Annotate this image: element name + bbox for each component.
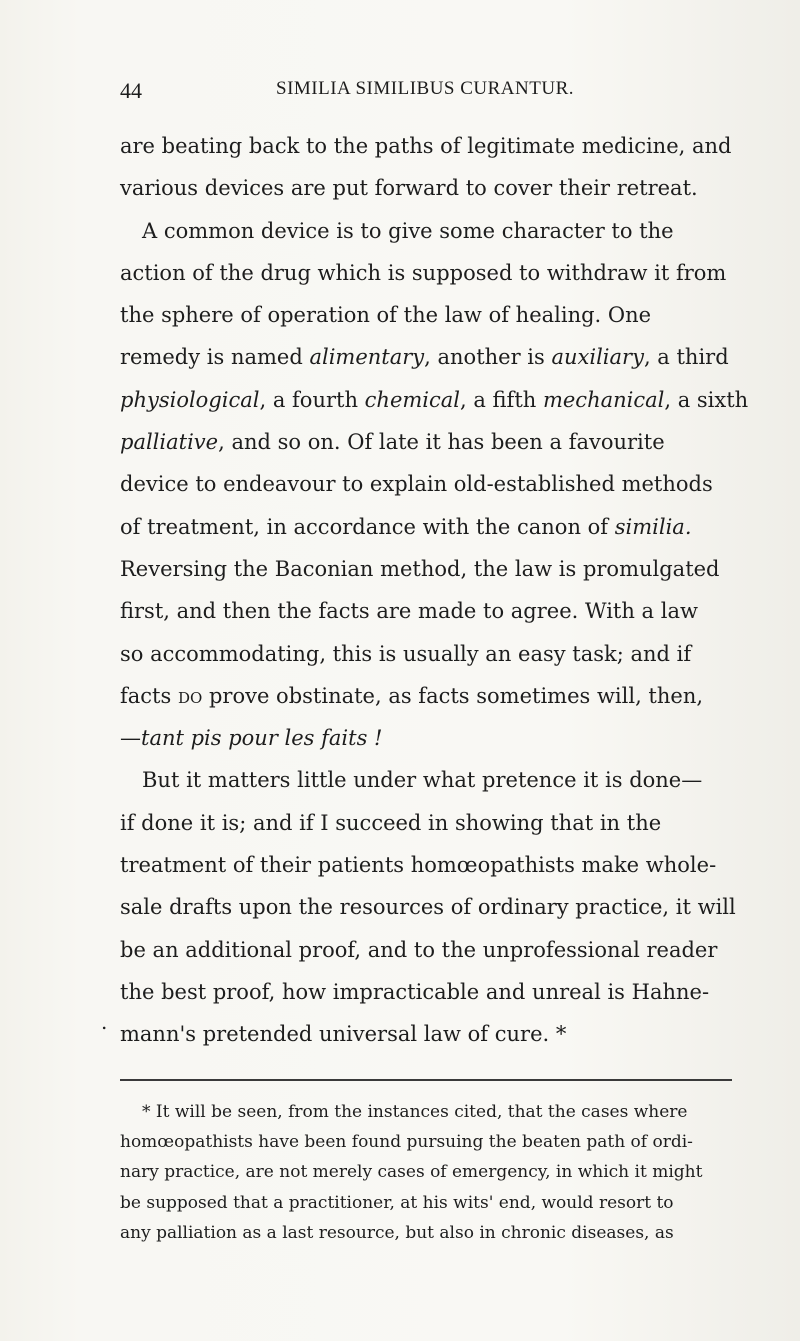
text-line: first, and then the facts are made to agree. With a law bbox=[120, 599, 698, 624]
text-segment: , a fifth bbox=[460, 387, 543, 412]
italic-term: auxiliary bbox=[551, 345, 644, 370]
italic-phrase: tant pis pour les faits ! bbox=[141, 726, 383, 751]
text-line: if done it is; and if I succeed in showing that in the bbox=[120, 810, 662, 835]
text-line bbox=[120, 717, 732, 759]
text-segment: of treatment, in accordance with the canon of bbox=[120, 514, 615, 539]
text-line: treatment of their patients homœopathists make whole- bbox=[120, 853, 717, 878]
footnote-line: * It will be seen, from the instances cited, that the cases where bbox=[142, 1102, 688, 1122]
text-line: action of the drug which is supposed to withdraw it from bbox=[120, 260, 727, 285]
text-line: sale drafts upon the resources of ordinary practice, it will bbox=[120, 895, 736, 920]
text-line bbox=[120, 336, 732, 378]
text-line: A common device is to give some character to the bbox=[142, 218, 674, 243]
text-line bbox=[120, 506, 732, 548]
text-line: are beating back to the paths of legitimate medicine, and bbox=[120, 134, 732, 158]
text-line bbox=[120, 421, 732, 463]
margin-mark: . bbox=[101, 1010, 108, 1034]
text-segment: , a fourth bbox=[259, 387, 365, 412]
text-line: device to endeavour to explain old-established methods bbox=[120, 472, 713, 497]
text-line: be an additional proof, and to the unprofessional reader bbox=[120, 937, 718, 962]
footnote-rule bbox=[120, 1079, 732, 1081]
text-segment: prove obstinate, as facts sometimes will, then, bbox=[202, 683, 704, 708]
italic-term: alimentary bbox=[309, 345, 425, 370]
text-line: But it matters little under what pretence it is done— bbox=[142, 768, 703, 793]
text-line bbox=[120, 379, 749, 421]
text-segment: remedy is named bbox=[120, 345, 310, 370]
italic-term: palliative bbox=[120, 430, 219, 455]
italic-term: mechanical bbox=[542, 387, 665, 412]
text-line: Reversing the Baconian method, the law is promulgated bbox=[120, 556, 720, 581]
footnote bbox=[120, 1097, 732, 1248]
text-line: various devices are put forward to cover their retreat. bbox=[120, 176, 698, 201]
text-segment: , another is bbox=[424, 345, 552, 370]
italic-term: chemical bbox=[364, 387, 460, 412]
main-text bbox=[120, 125, 749, 1056]
footnote-line: nary practice, are not merely cases of emergency, in which it might bbox=[120, 1162, 703, 1183]
page-number: 44 bbox=[120, 78, 142, 103]
small-caps-word: do bbox=[177, 683, 203, 708]
text-line: the best proof, how impracticable and unreal is Hahne- bbox=[120, 979, 710, 1004]
page-header bbox=[120, 78, 730, 114]
text-line bbox=[120, 675, 732, 717]
text-segment: , a sixth bbox=[664, 387, 749, 412]
running-title: SIMILIA SIMILIBUS CURANTUR. bbox=[276, 78, 574, 99]
footnote-line: any palliation as a last resource, but also in chronic diseases, as bbox=[120, 1222, 674, 1243]
italic-term: physiological bbox=[120, 387, 260, 412]
text-line: the sphere of operation of the law of healing. One bbox=[120, 303, 652, 328]
text-line: so accommodating, this is usually an easy task; and if bbox=[120, 641, 692, 666]
text-segment: facts bbox=[120, 683, 178, 708]
text-line: mann's pretended universal law of cure. * bbox=[120, 1022, 567, 1047]
footnote-line: homœopathists have been found pursuing the beaten path of ordi- bbox=[120, 1132, 693, 1153]
italic-term: similia. bbox=[614, 514, 692, 539]
footnote-line: be supposed that a practitioner, at his wits' end, would resort to bbox=[120, 1192, 674, 1213]
text-segment: — bbox=[120, 726, 141, 751]
text-segment: , a third bbox=[643, 345, 729, 370]
text-segment: , and so on. Of late it has been a favourite bbox=[218, 430, 665, 455]
